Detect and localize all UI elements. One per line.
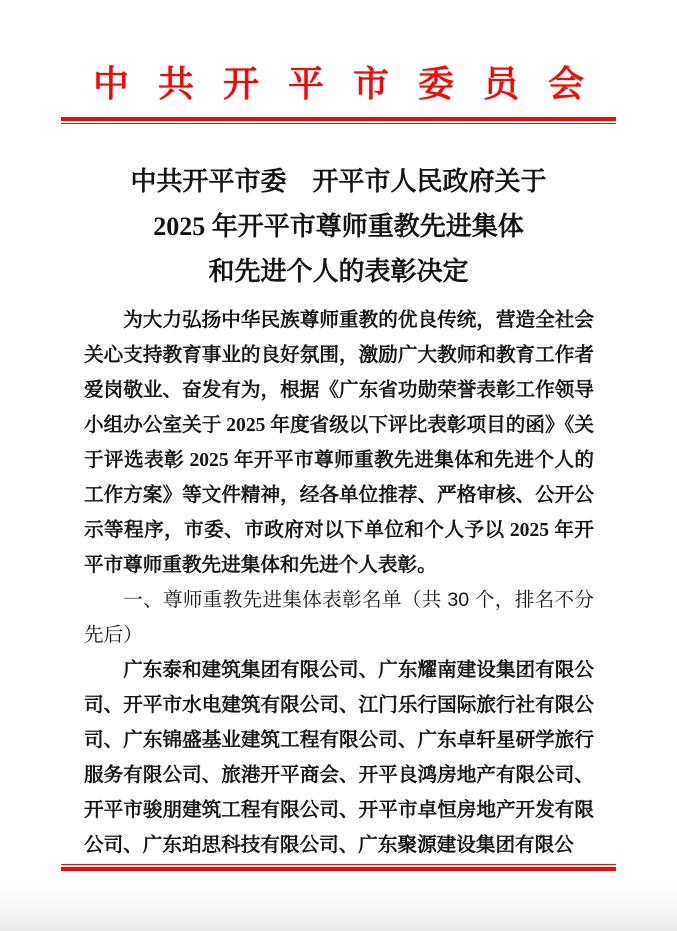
letterhead-divider <box>61 117 616 124</box>
title-line-2: 2025 年开平市尊师重教先进集体 <box>153 212 524 241</box>
document-title <box>0 159 677 294</box>
title-line-1: 中共开平市委 开平市人民政府关于 <box>130 167 547 196</box>
section-heading-advanced-collectives: 一、尊师重教先进集体表彰名单（共 30 个，排名不分先后） <box>84 589 594 646</box>
letterhead-org-name: 中共开平市委员会 <box>92 64 613 104</box>
footer-divider <box>61 864 616 871</box>
body-paragraph-intro: 为大力弘扬中华民族尊师重教的优良传统，营造全社会关心支持教育事业的良好氛围，激励广大教师和教育工作者爱岗敬业、奋发有为，根据《广东省功勋荣誉表彰工作领导小组办公室关于 2025 年度省级以下评比表彰项目的函》《关于评选表彰 2025 年开平市尊师重教先进集体和先进个人的工作方案》等文件精神，经各单位推荐、严格审核、公开公示等程序，市委、市政府对以下单位和个人予以 2025 年开平市尊师重教先进集体和先进个人表彰。 <box>84 310 594 576</box>
divider-thick-line <box>61 867 616 871</box>
body-paragraph-collective-list: 广东泰和建筑集团有限公司、广东耀南建设集团有限公司、开平市水电建筑有限公司、江门乐行国际旅行社有限公司、广东锦盛基业建筑工程有限公司、广东卓轩星研学旅行服务有限公司、旅港开平商会、开平良鸿房地产有限公司、开平市骏朋建筑工程有限公司、开平市卓恒房地产开发有限公司、广东珀思科技有限公司、广东聚源建设集团有限公 <box>84 660 594 856</box>
document-body <box>84 303 594 863</box>
title-line-3: 和先进个人的表彰决定 <box>208 257 469 286</box>
divider-thin-line <box>61 123 616 124</box>
page-edge-shadow <box>0 883 677 931</box>
